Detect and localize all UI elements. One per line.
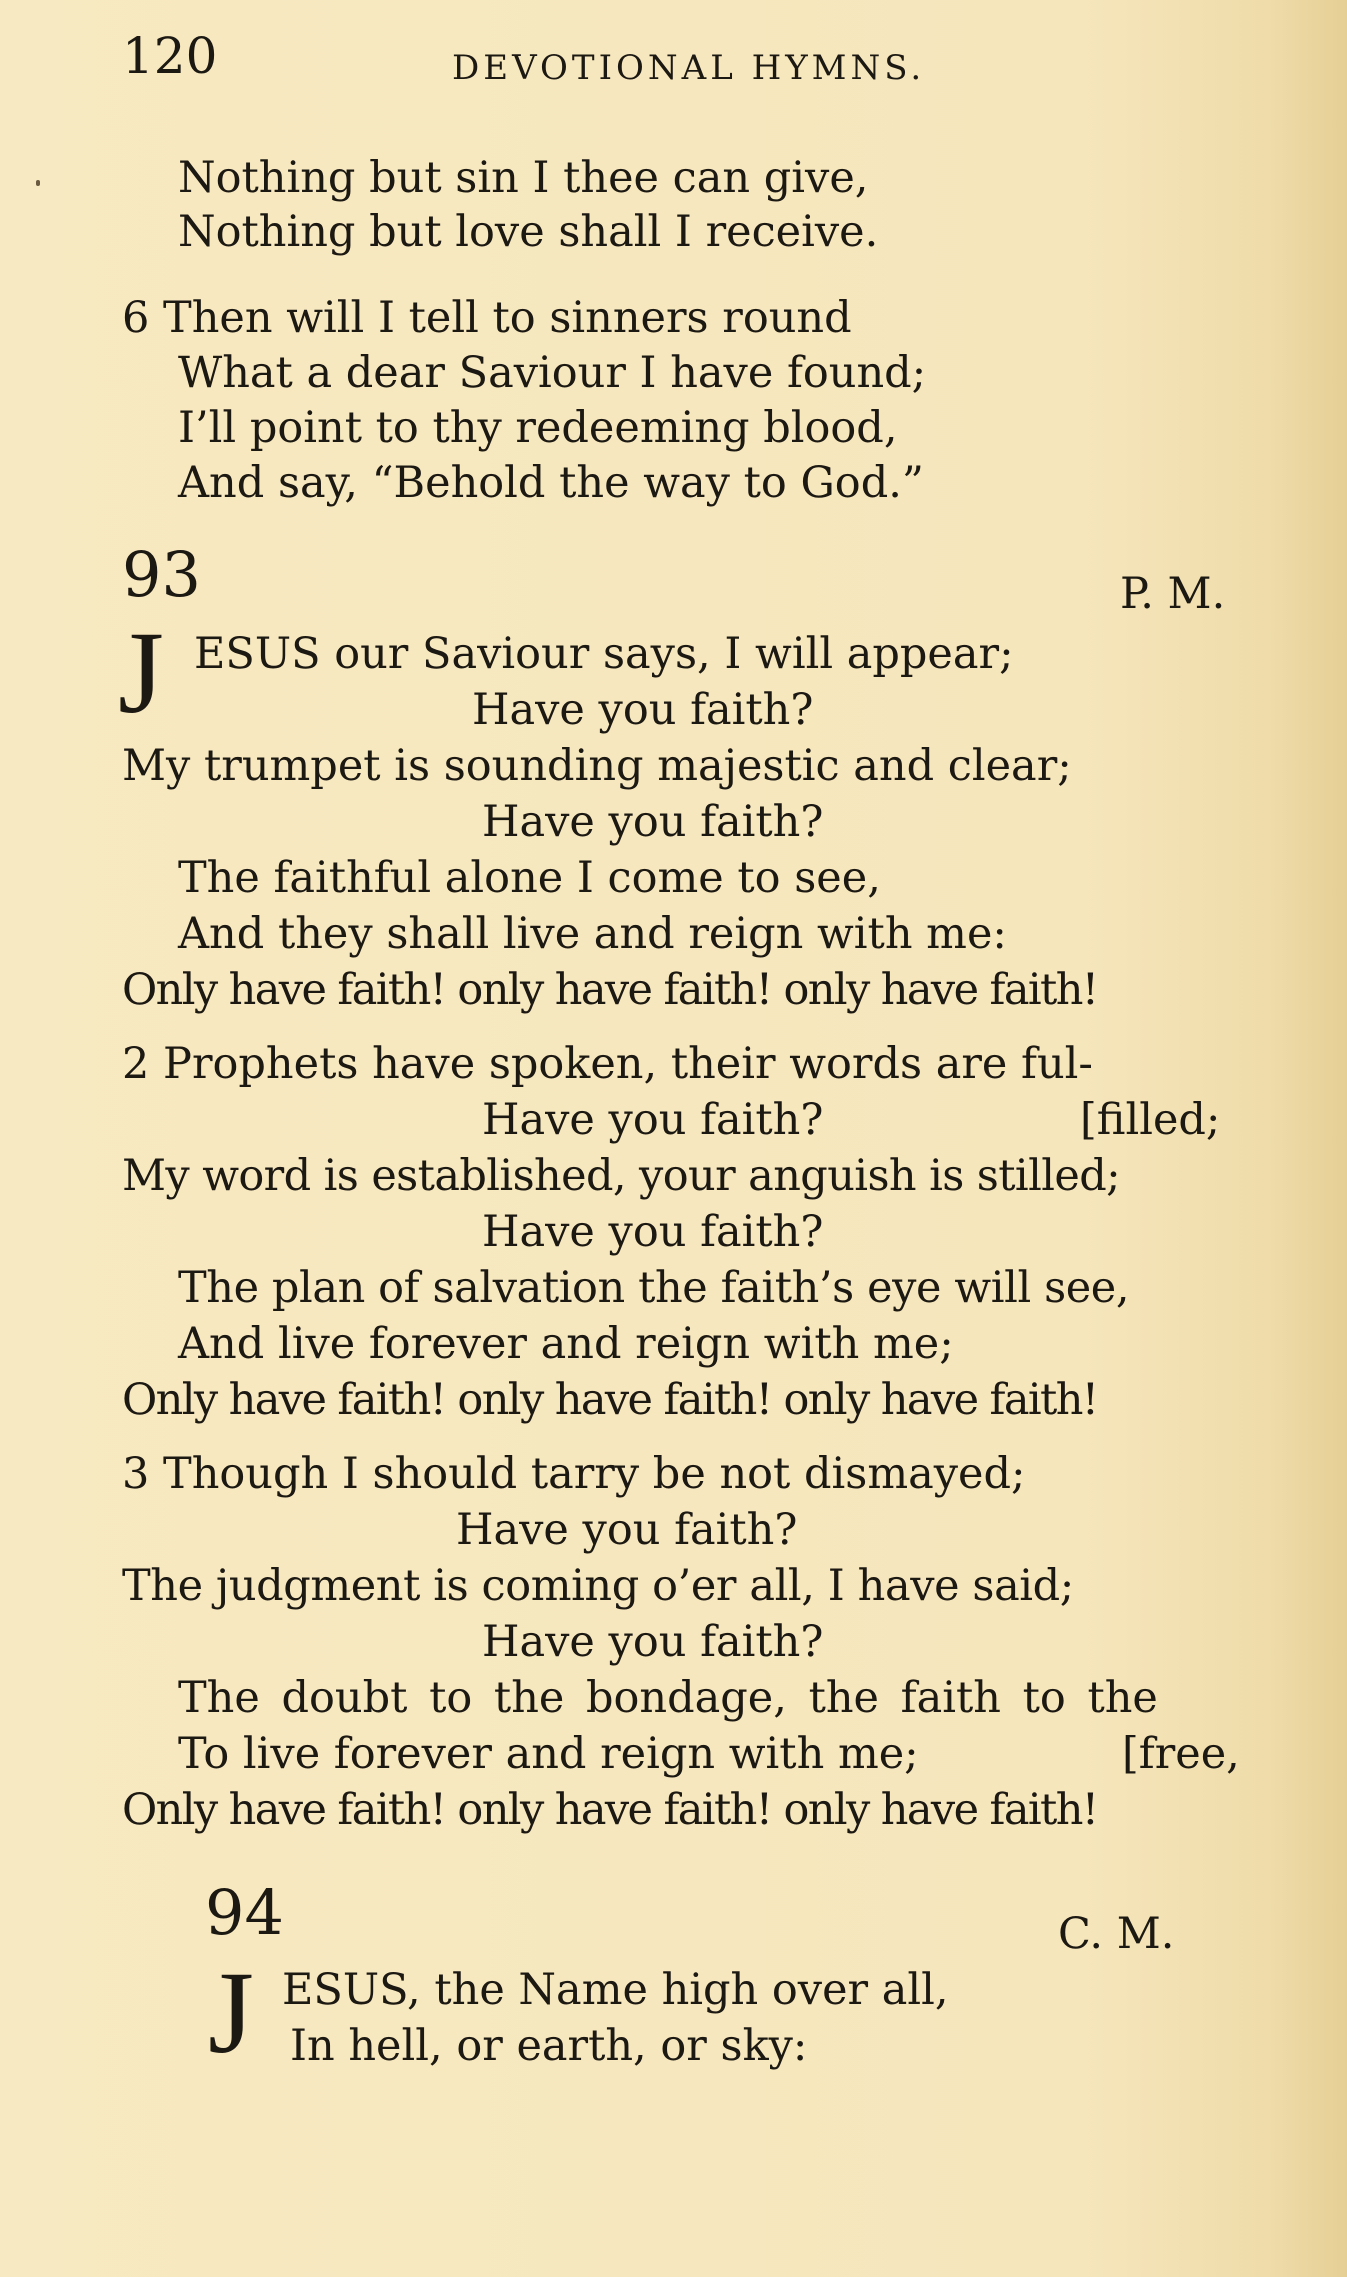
h93-v1-line-2: Have you faith? xyxy=(472,685,814,735)
running-title: DEVOTIONAL HYMNS. xyxy=(452,48,926,88)
hymn-94-drop-cap: J xyxy=(208,1947,254,2078)
h93-v3-line-4: Have you faith? xyxy=(482,1617,824,1667)
h93-v1-line-4: Have you faith? xyxy=(482,797,824,847)
verse6-line-4: And say, “Behold the way to God.” xyxy=(178,458,924,508)
h93-v1-line-7: Only have faith! only have faith! only have faith! xyxy=(122,965,1098,1015)
h93-v1-line-1: ESUS our Saviour says, I will appear; xyxy=(194,629,1014,679)
h93-v3-line-2: Have you faith? xyxy=(456,1505,798,1555)
hymn-94-number: 94 xyxy=(205,1876,284,1949)
h93-v2-line-3: My word is established, your anguish is stilled; xyxy=(122,1151,1121,1201)
h93-v3-line-6: To live forever and reign with me; xyxy=(178,1729,919,1779)
h93-v1-line-6: And they shall live and reign with me: xyxy=(178,909,1007,959)
h93-v1-line-3: My trumpet is sounding majestic and clear; xyxy=(122,741,1072,791)
h94-line-2: In hell, or earth, or sky: xyxy=(290,2021,808,2071)
h94-line-1: ESUS, the Name high over all, xyxy=(282,1965,949,2015)
continuation-line-1: Nothing but sin I thee can give, xyxy=(178,153,869,203)
hymn-93-number: 93 xyxy=(122,538,201,611)
h93-v3-line-5: The doubt to the bondage, the faith to the xyxy=(178,1673,1158,1723)
h93-v3-line-1: 3 Though I should tarry be not dismayed; xyxy=(122,1449,1026,1499)
h93-v3-line-6-carry: [free, xyxy=(1122,1729,1240,1779)
h93-v2-line-7: Only have faith! only have faith! only have faith! xyxy=(122,1375,1098,1425)
hymn-93-drop-cap: J xyxy=(118,607,164,738)
continuation-line-2: Nothing but love shall I receive. xyxy=(178,207,879,257)
h93-v2-line-2: Have you faith? xyxy=(482,1095,824,1145)
h93-v3-line-3: The judgment is coming o’er all, I have said; xyxy=(122,1561,1074,1611)
h93-v2-line-5: The plan of salvation the faith’s eye will see, xyxy=(178,1263,1130,1313)
verse6-line-2: What a dear Saviour I have found; xyxy=(178,348,927,398)
verse6-line-3: I’ll point to thy redeeming blood, xyxy=(178,403,898,453)
h93-v2-line-6: And live forever and reign with me; xyxy=(178,1319,954,1369)
h93-v2-line-4: Have you faith? xyxy=(482,1207,824,1257)
hymn-94-meter: C. M. xyxy=(1058,1909,1175,1959)
h93-v3-line-7: Only have faith! only have faith! only have faith! xyxy=(122,1785,1098,1835)
ink-speck xyxy=(36,180,40,186)
h93-v1-line-5: The faithful alone I come to see, xyxy=(178,853,881,903)
h93-v2-line-2-carry: [filled; xyxy=(1080,1095,1221,1145)
h93-v2-line-1: 2 Prophets have spoken, their words are ful- xyxy=(122,1039,1093,1089)
verse6-line-1: 6 Then will I tell to sinners round xyxy=(122,293,852,343)
hymn-93-meter: P. M. xyxy=(1120,569,1226,619)
page-number: 120 xyxy=(122,27,218,85)
